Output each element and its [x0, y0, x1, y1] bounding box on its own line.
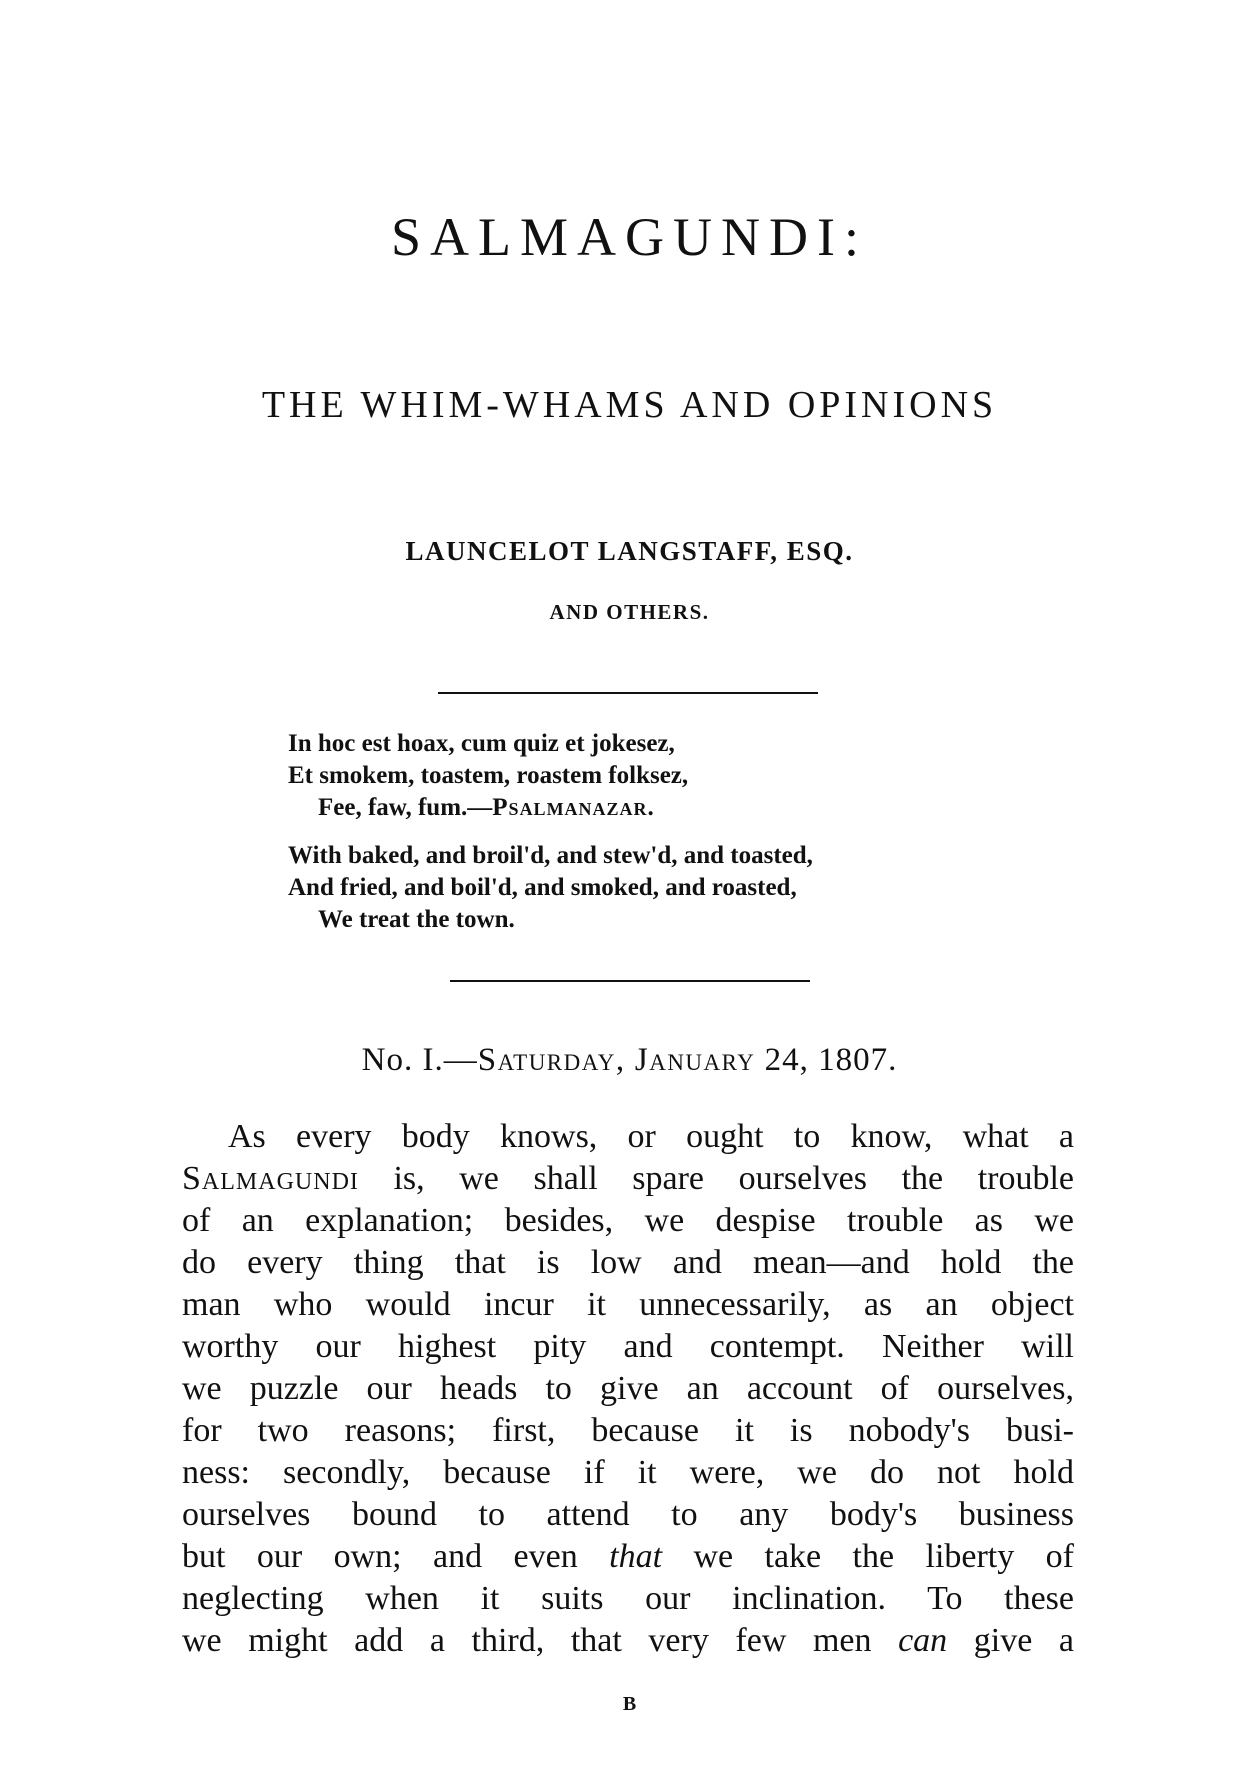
body-line: of an explanation; besides, we despise trouble as we	[182, 1202, 1074, 1239]
epigraph-line	[288, 792, 1008, 824]
epigraph-attribution: Psalmanazar.	[492, 794, 655, 821]
salmagundi-term: Salmagundi	[182, 1160, 359, 1197]
emphasis-that: that	[609, 1538, 663, 1575]
divider-bottom	[450, 980, 810, 982]
body-line-text: is, we shall spare ourselves the trouble	[358, 1160, 1074, 1197]
body-paragraph	[182, 1116, 1074, 1662]
epigraph-line: In hoc est hoax, cum quiz et jokesez,	[288, 730, 675, 757]
divider-top	[438, 692, 818, 694]
body-line	[182, 1158, 1074, 1200]
body-line: ness: secondly, because if it were, we do not hold	[182, 1454, 1074, 1491]
epigraph-line: We treat the town.	[318, 906, 515, 933]
body-line: do every thing that is low and mean—and hold the	[182, 1244, 1074, 1281]
body-line-text: we might add a third, that very few men	[182, 1622, 899, 1659]
body-line	[182, 1620, 1074, 1662]
epigraph-line-text: Fee, faw, fum.—	[318, 794, 493, 821]
body-line-text: we take the liberty of	[662, 1538, 1074, 1575]
emphasis-can: can	[898, 1622, 948, 1659]
page-title: SALMAGUNDI:	[391, 207, 868, 267]
body-line: As every body knows, or ought to know, what a	[228, 1118, 1074, 1155]
page-subtitle: THE WHIM-WHAMS AND OPINIONS	[261, 384, 998, 426]
author-name: LAUNCELOT LANGSTAFF, ESQ.	[405, 536, 854, 566]
issue-date: 24, 1807.	[764, 1042, 898, 1078]
body-line-text: but our own; and even	[182, 1538, 610, 1575]
body-line-text: give a	[947, 1622, 1074, 1659]
body-line: for two reasons; first, because it is nobody's busi-	[182, 1412, 1074, 1449]
epigraph-line: Et smokem, toastem, roastem folksez,	[288, 762, 689, 789]
issue-day: Saturday,	[477, 1042, 626, 1078]
epigraph-latin	[288, 728, 1008, 824]
body-line	[182, 1536, 1074, 1578]
body-line: we puzzle our heads to give an account of ourselves,	[182, 1370, 1074, 1407]
body-line: worthy our highest pity and contempt. Neither will	[182, 1328, 1074, 1365]
epigraph-line: With baked, and broil'd, and stew'd, and toasted,	[288, 842, 813, 869]
body-line: neglecting when it suits our inclination. To these	[182, 1580, 1074, 1617]
epigraph-line: And fried, and boil'd, and smoked, and roasted,	[288, 874, 797, 901]
signature-mark: B	[622, 1693, 637, 1715]
issue-number: No. I.—	[361, 1042, 478, 1078]
author-others: AND OTHERS.	[549, 600, 710, 624]
issue-heading	[0, 1044, 1259, 1077]
body-line: ourselves bound to attend to any body's business	[182, 1496, 1074, 1533]
epigraph-english	[288, 840, 1008, 936]
body-line: man who would incur it unnecessarily, as an object	[182, 1286, 1074, 1323]
issue-month: January	[634, 1042, 756, 1078]
